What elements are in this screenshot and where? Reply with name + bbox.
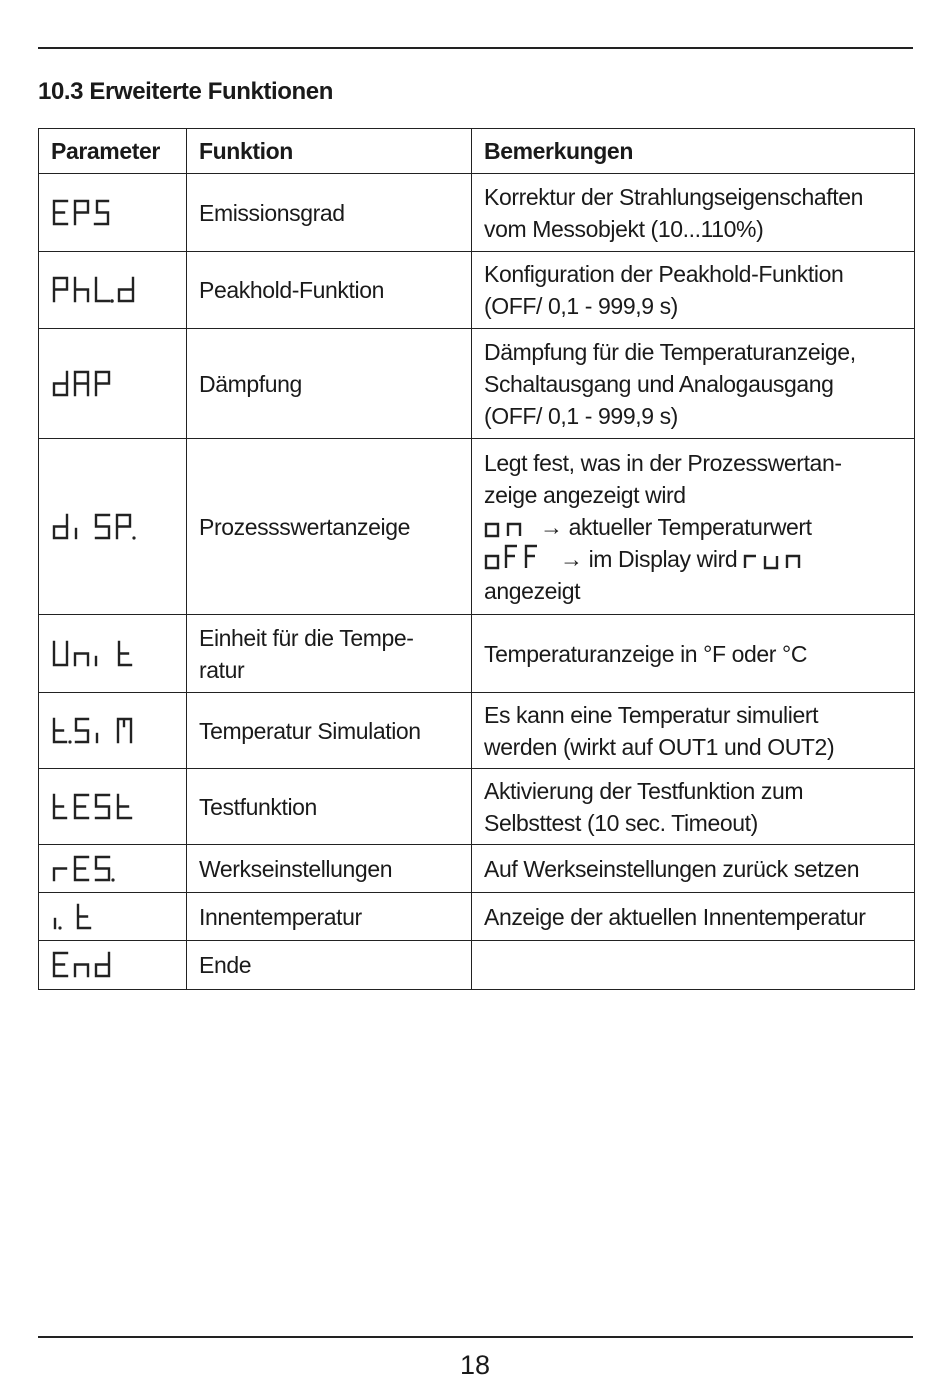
function-cell: Peakhold-Funktion xyxy=(187,252,472,329)
page-number: 18 xyxy=(459,1350,491,1380)
remark-cell xyxy=(472,941,915,990)
segment-code-tsim xyxy=(39,693,187,769)
function-cell: Dämpfung xyxy=(187,329,472,439)
function-cell: Emissionsgrad xyxy=(187,174,472,252)
remark-cell: Aktivierung der Testfunktion zum Selbsttest (10 sec. Timeout) xyxy=(472,769,915,845)
header-bemerkungen: Bemerkungen xyxy=(472,129,915,174)
function-cell: Testfunktion xyxy=(187,769,472,845)
remark-cell: Auf Werkseinstellungen zurück setzen xyxy=(472,845,915,893)
segment-code-test xyxy=(39,769,187,845)
remark-cell: Anzeige der aktuellen Innentemperatur xyxy=(472,893,915,941)
table-row xyxy=(39,845,915,893)
function-cell: Innentemperatur xyxy=(187,893,472,941)
table-row xyxy=(39,174,915,252)
remark-cell: Korrektur der Strahlungseigenschaften vom Messobjekt (10...110%) xyxy=(472,174,915,252)
segment-code-it xyxy=(39,893,187,941)
remark-cell: Dämpfung für die Temperaturanzeige, Schaltausgang und Analogausgang (OFF/ 0,1 - 999,9 s) xyxy=(472,329,915,439)
table-row xyxy=(39,329,915,439)
table-row xyxy=(39,693,915,769)
segment-code-run xyxy=(743,552,813,570)
section-heading: 10.3 Erweiterte Funktionen xyxy=(38,78,334,105)
function-cell: Temperatur Simulation xyxy=(187,693,472,769)
table-row xyxy=(39,941,915,990)
header-parameter: Parameter xyxy=(39,129,187,174)
function-cell: Ende xyxy=(187,941,472,990)
function-cell: Werkseinstellungen xyxy=(187,845,472,893)
segment-code-off xyxy=(484,544,554,570)
table-row xyxy=(39,439,915,615)
segment-code-unit xyxy=(39,615,187,693)
segment-code-eps xyxy=(39,174,187,252)
table-row xyxy=(39,615,915,693)
table-row xyxy=(39,769,915,845)
header-funktion: Funktion xyxy=(187,129,472,174)
segment-code-dap xyxy=(39,329,187,439)
remark-cell: Temperaturanzeige in °F oder °C xyxy=(472,615,915,693)
table-row xyxy=(39,893,915,941)
parameter-table xyxy=(38,128,915,990)
table-header-row xyxy=(39,129,915,174)
bottom-rule xyxy=(38,1336,913,1338)
segment-code-end xyxy=(39,941,187,990)
segment-code-disp xyxy=(39,439,187,615)
segment-code-on xyxy=(484,520,534,538)
top-rule xyxy=(38,47,913,49)
remark-cell: Legt fest, was in der Prozesswertan- zeige angezeigt wird → aktueller Temperaturwert → im Display wird angezeigt xyxy=(472,439,915,615)
function-cell: Einheit für die Tempe- ratur xyxy=(187,615,472,693)
function-cell: Prozessswertanzeige xyxy=(187,439,472,615)
remark-cell: Konfiguration der Peakhold-Funktion (OFF/ 0,1 - 999,9 s) xyxy=(472,252,915,329)
remark-cell: Es kann eine Temperatur simuliert werden (wirkt auf OUT1 und OUT2) xyxy=(472,693,915,769)
table-row xyxy=(39,252,915,329)
segment-code-phld xyxy=(39,252,187,329)
segment-code-res xyxy=(39,845,187,893)
